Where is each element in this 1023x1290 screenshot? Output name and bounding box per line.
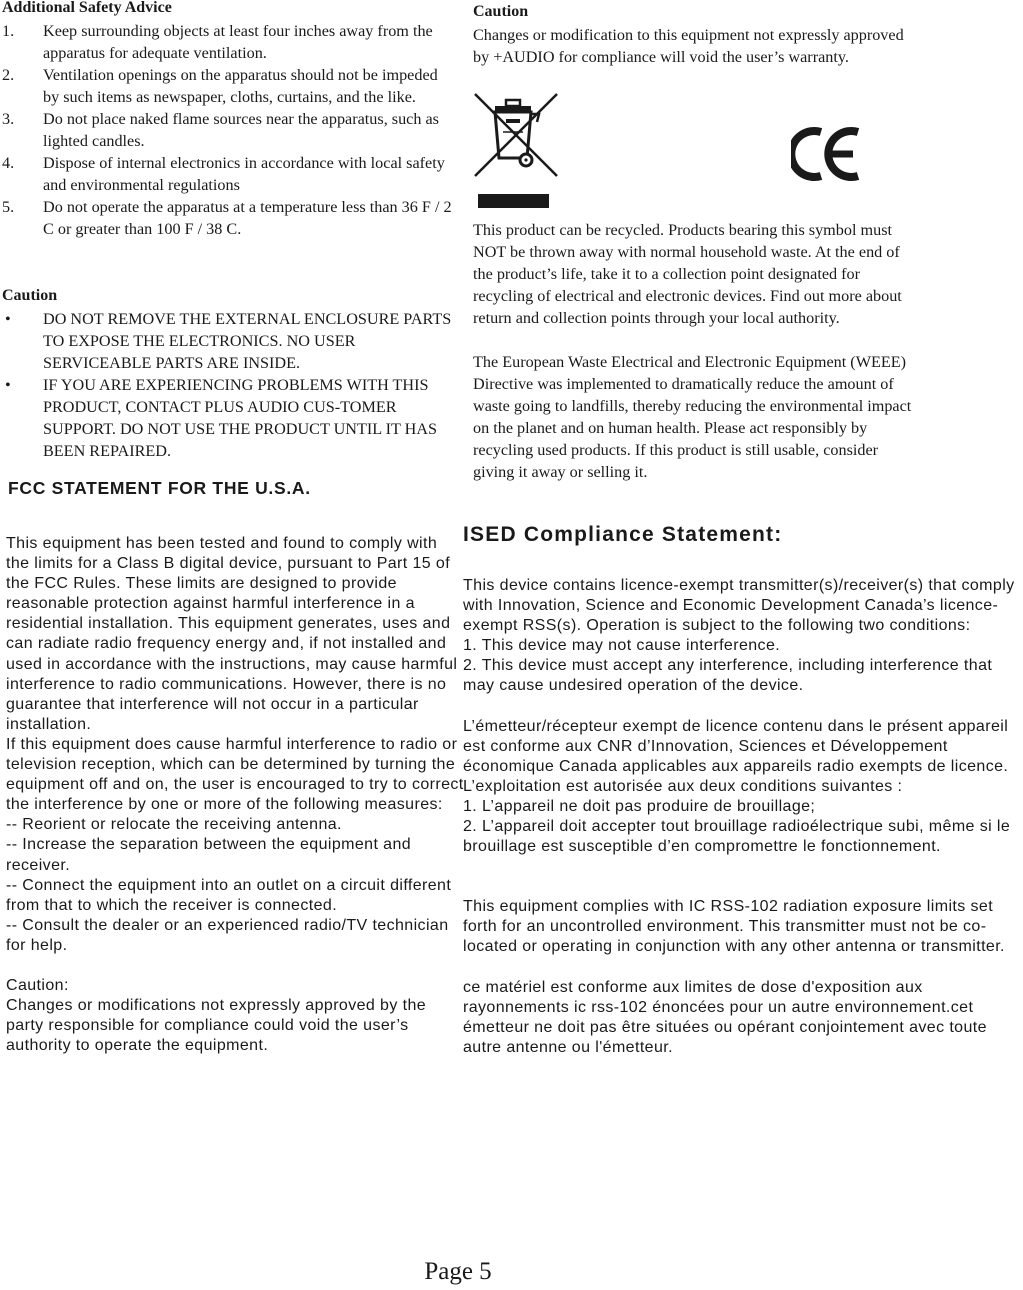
fcc-section <box>6 534 464 1056</box>
list-item: 2. Ventilation openings on the apparatus should not be impeded by such items as newspaper, cloths, curtains, and the like. <box>2 66 438 106</box>
ised-rf-exposure-en: This equipment complies with IC RSS-102 radiation exposure limits set forth for an uncontrolled environment. This transmitter must not be co-located or operating in conjunction with any other antenna or transmitter. <box>463 898 1005 956</box>
ised-en-intro: This device contains licence-exempt transmitter(s)/receiver(s) that comply with Innovation, Science and Economic Development Canada’s licence-exempt RSS(s). Operation is subject to the following two conditions: <box>463 577 1015 635</box>
caution-left-list <box>2 308 452 462</box>
fcc-paragraph: If this equipment does cause harmful interference to radio or television reception, which can be determined by turning the equipment off and on, the user is encouraged to try to correct the interference by one or more of the following measures: <box>6 735 464 814</box>
list-item: • DO NOT REMOVE THE EXTERNAL ENCLOSURE PARTS TO EXPOSE THE ELECTRONICS. NO USER SERVICEABLE PARTS ARE INSIDE. <box>5 310 452 372</box>
caution-left-section <box>2 286 452 462</box>
caution-left-heading: Caution <box>2 287 58 304</box>
weee-paragraph: The European Waste Electrical and Electronic Equipment (WEEE) Directive was implemented to dramatically reduce the amount of waste going to landfills, thereby reducing the environmental impact on the planet and on human health. Please act responsibly by recycling used products. If this product is still usable, consider giving it away or selling it. <box>473 353 912 481</box>
recycling-section <box>473 219 923 483</box>
fcc-paragraph: This equipment has been tested and found to comply with the limits for a Class B digital device, pursuant to Part 15 of the FCC Rules. These limits are designed to provide reasonable protection against harmful interference in a residential installation. This equipment generates, uses and can radiate radio frequency energy and, if not installed and used in accordance with the instructions, may cause harmful interference to radio communications. However, there is no guarantee that interference will not occur in a particular installation. <box>6 535 458 733</box>
safety-section <box>2 0 452 240</box>
ised-fr-condition: 1. L’appareil ne doit pas produire de brouillage; <box>463 797 816 815</box>
ised-rf-exposure-fr: ce matériel est conforme aux limites de dose d'exposition aux rayonnements ic rss-102 énoncées pour un autre environnement.cet émetteur ne doit pas être situées ou opérant conjointement avec toute autre antenne ou l'émetteur. <box>463 978 987 1056</box>
caution-right-section <box>473 2 913 68</box>
ised-en-condition: 2. This device must accept any interference, including interference that may cause undesired operation of the device. <box>463 657 993 695</box>
caution-right-text: Changes or modification to this equipment not expressly approved by +AUDIO for compliance will void the user’s warranty. <box>473 26 904 66</box>
ised-fr-intro: L’émetteur/récepteur exempt de licence contenu dans le présent appareil est conforme aux CNR d’Innovation, Sciences et Développement économique Canada applicables aux appareils radio exempts de licence. L’exploitation est autorisée aux deux conditions suivantes : <box>463 717 1009 795</box>
ised-en-condition: 1. This device may not cause interference. <box>463 637 781 655</box>
ce-mark-icon <box>791 124 861 184</box>
ised-fr-condition: 2. L’appareil doit accepter tout brouillage radioélectrique subi, même si le brouillage est susceptible d’en compromettre le fonctionnement. <box>463 818 1011 856</box>
list-item: 5. Do not operate the apparatus at a temperature less than 36 F / 2 C or greater than 100 F / 38 C. <box>2 198 452 238</box>
fcc-heading: FCC STATEMENT FOR THE U.S.A. <box>8 478 311 498</box>
list-item: 3. Do not place naked flame sources near the apparatus, such as lighted candles. <box>2 110 439 150</box>
ised-section <box>463 576 1023 1058</box>
fcc-measure: -- Consult the dealer or an experienced radio/TV technician for help. <box>6 916 449 954</box>
fcc-measure: -- Connect the equipment into an outlet on a circuit different from that to which the receiver is connected. <box>6 876 452 914</box>
safety-list <box>2 20 452 240</box>
list-item: 4. Dispose of internal electronics in accordance with local safety and environmental regulations <box>2 154 445 194</box>
list-item: • IF YOU ARE EXPERIENCING PROBLEMS WITH THIS PRODUCT, CONTACT PLUS AUDIO CUS-TOMER SUPPORT. DO NOT USE THE PRODUCT UNTIL IT HAS BEEN REPAIRED. <box>5 376 438 460</box>
fcc-measure: -- Reorient or relocate the receiving antenna. <box>6 816 342 834</box>
recycling-paragraph: This product can be recycled. Products bearing this symbol must NOT be thrown away with normal household waste. At the end of the product’s life, take it to a collection point designated for recycling of electrical and electronic devices. Find out more about return and collection points through your local authority. <box>473 221 902 327</box>
caution-right-heading: Caution <box>473 3 529 20</box>
fcc-measure: -- Increase the separation between the equipment and receiver. <box>6 836 412 874</box>
fcc-caution-text: Changes or modifications not expressly approved by the party responsible for compliance could void the user’s authority to operate the equipment. <box>6 997 427 1055</box>
page-number: Page 5 <box>424 1258 492 1285</box>
list-item: 1. Keep surrounding objects at least four inches away from the apparatus for adequate ventilation. <box>2 22 433 62</box>
ised-heading: ISED Compliance Statement: <box>463 523 783 546</box>
safety-heading: Additional Safety Advice <box>2 0 172 16</box>
crossed-out-wheelie-bin-icon <box>473 92 559 212</box>
fcc-caution-heading: Caution: <box>6 976 69 994</box>
